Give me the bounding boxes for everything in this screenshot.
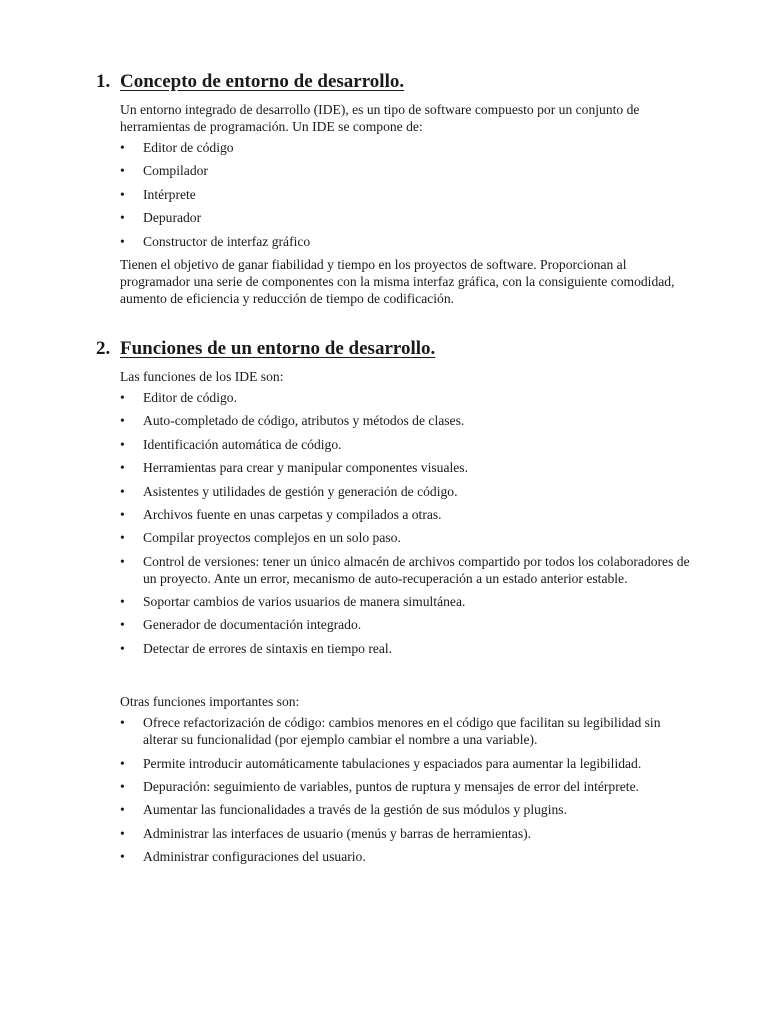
list-item: [120, 825, 698, 842]
section-heading: [96, 337, 698, 361]
list-item-text: Editor de código.: [143, 389, 238, 405]
bullet-icon: •: [120, 530, 125, 546]
bullet-icon: •: [120, 460, 125, 476]
list-item: [120, 412, 698, 429]
section-heading: [96, 70, 698, 94]
list-item-text: Administrar configuraciones del usuario.: [143, 849, 366, 865]
list-item-text: Archivos fuente en unas carpetas y compilados a otras.: [143, 506, 442, 522]
list-item: [120, 162, 698, 179]
bullet-icon: •: [120, 849, 125, 865]
list-item: [120, 139, 698, 156]
bullet-icon: •: [120, 506, 125, 522]
heading-title: Concepto de entorno de desarrollo.: [120, 71, 405, 92]
spacer: [120, 663, 698, 693]
heading-number: 2.: [96, 337, 111, 359]
list-item: [120, 778, 698, 795]
section-body: [120, 101, 698, 307]
bullet-icon: •: [120, 640, 125, 656]
list-item: [120, 209, 698, 226]
list-item-text: Administrar las interfaces de usuario (menús y barras de herramientas).: [143, 825, 532, 841]
list-item-text: Depuración: seguimiento de variables, puntos de ruptura y mensajes de error del intérprete.: [143, 779, 639, 795]
list-item-text: Generador de documentación integrado.: [143, 617, 362, 633]
bullet-icon: •: [120, 483, 125, 499]
list-item-text: Permite introducir automáticamente tabulaciones y espaciados para aumentar la legibilidad.: [143, 755, 642, 771]
list-item: [120, 593, 698, 610]
bullet-icon: •: [120, 413, 125, 429]
list-item: [120, 529, 698, 546]
bullet-icon: •: [120, 233, 125, 249]
list-item-text: Asistentes y utilidades de gestión y generación de código.: [143, 483, 458, 499]
list-item-text: Auto-completado de código, atributos y métodos de clases.: [143, 413, 465, 429]
list-item: [120, 459, 698, 476]
bullet-icon: •: [120, 715, 125, 731]
section-concepto: [96, 70, 698, 307]
other-intro-paragraph: Otras funciones importantes son:: [120, 694, 300, 710]
bullet-icon: •: [120, 389, 125, 405]
bullet-icon: •: [120, 163, 125, 179]
list-item-text: Soportar cambios de varios usuarios de manera simultánea.: [143, 594, 466, 610]
bullet-icon: •: [120, 594, 125, 610]
bullet-icon: •: [120, 210, 125, 226]
heading-title: Funciones de un entorno de desarrollo.: [120, 337, 436, 359]
bullet-list: [120, 139, 698, 250]
list-item: [120, 616, 698, 633]
list-item: [120, 553, 698, 587]
list-item: [120, 714, 698, 748]
intro-paragraph: Las funciones de los IDE son:: [120, 368, 284, 384]
list-item-text: Ofrece refactorización de código: cambios menores en el código que facilitan su legibilidad sin alterar su funcionalidad (por ejemplo cambiar el nombre a una variable).: [143, 715, 661, 748]
bullet-icon: •: [120, 617, 125, 633]
list-item-text: Aumentar las funcionalidades a través de la gestión de sus módulos y plugins.: [143, 802, 567, 818]
list-item-text: Control de versiones: tener un único almacén de archivos compartido por todos los colaboradores de un proyecto. Ante un error, mecanismo de auto-recuperación a un estado anterior estable.: [143, 553, 690, 586]
bullet-icon: •: [120, 436, 125, 452]
closing-paragraph: Tienen el objetivo de ganar fiabilidad y tiempo en los proyectos de software. Proporcionan al programador una serie de componentes con la misma interfaz gráfica, con la consiguiente comodidad, aumento de eficiencia y reducción de tiempo de codificación.: [120, 256, 675, 306]
list-item: [120, 755, 698, 772]
list-item-text: Detectar de errores de sintaxis en tiempo real.: [143, 640, 393, 656]
list-item: [120, 186, 698, 203]
list-item-text: Herramientas para crear y manipular componentes visuales.: [143, 460, 468, 476]
list-item-text: Intérprete: [143, 186, 196, 202]
list-item-text: Constructor de interfaz gráfico: [143, 233, 311, 249]
list-item-text: Identificación automática de código.: [143, 436, 342, 452]
bullet-icon: •: [120, 825, 125, 841]
list-item: [120, 801, 698, 818]
heading-number: 1.: [96, 71, 111, 92]
bullet-list: [120, 714, 698, 865]
list-item: [120, 483, 698, 500]
list-item: [120, 640, 698, 657]
section-body: [120, 368, 698, 865]
intro-paragraph: Un entorno integrado de desarrollo (IDE), es un tipo de software compuesto por un conjunto de herramientas de programación. Un IDE se compone de:: [120, 102, 640, 134]
bullet-icon: •: [120, 186, 125, 202]
bullet-icon: •: [120, 802, 125, 818]
list-item: [120, 848, 698, 865]
list-item-text: Compilar proyectos complejos en un solo paso.: [143, 530, 401, 546]
bullet-list: [120, 389, 698, 657]
list-item-text: Depurador: [143, 210, 202, 226]
bullet-icon: •: [120, 553, 125, 569]
list-item: [120, 436, 698, 453]
list-item: [120, 389, 698, 406]
list-item: [120, 233, 698, 250]
section-funciones: [96, 337, 698, 865]
bullet-icon: •: [120, 140, 125, 155]
list-item: [120, 506, 698, 523]
bullet-icon: •: [120, 755, 125, 771]
list-item-text: Editor de código: [143, 140, 234, 155]
list-item-text: Compilador: [143, 163, 208, 179]
bullet-icon: •: [120, 779, 125, 795]
